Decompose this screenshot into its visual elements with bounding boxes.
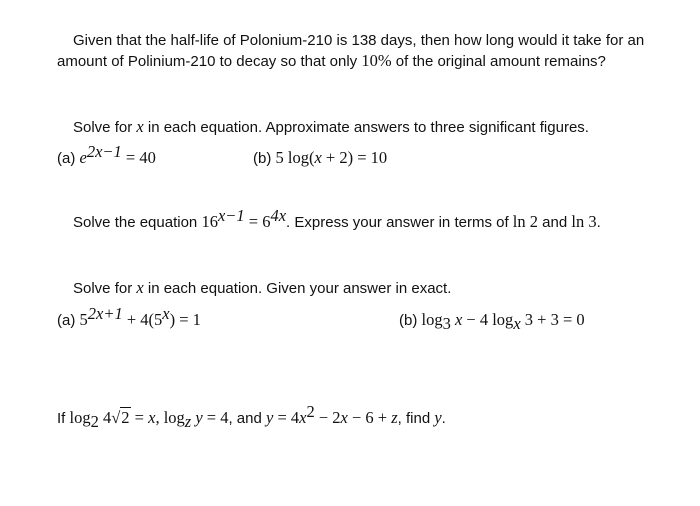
problem2-b-rhs: + 2) = 10 <box>321 148 388 167</box>
problem3-text-c: and <box>538 214 572 231</box>
problem5-rest: − 6 + <box>347 408 392 427</box>
problem4-b-log1: log <box>421 310 443 329</box>
problem4-b-base-3: 3 <box>442 314 451 333</box>
problem1-line1 <box>73 31 644 51</box>
problem5-var-y1: y <box>191 408 203 427</box>
problem2-intro-var-x: x <box>136 117 144 136</box>
problem3-base-16: 16 <box>201 212 218 231</box>
problem3-equals-6: = 6 <box>244 212 271 231</box>
problem2-b-label: (b) <box>253 150 276 167</box>
problem2-a-exponent: 2x−1 <box>86 142 122 161</box>
problem5-eq2: = 4 <box>202 408 229 427</box>
problem4-intro <box>73 278 451 299</box>
problem3-text-b: . Express your answer in terms of <box>286 214 513 231</box>
problem5-if: If <box>57 410 70 427</box>
problem2-part-b <box>253 148 387 169</box>
problem3-exponent-1: x−1 <box>217 206 245 225</box>
problem2-b-lhs: 5 log( <box>275 148 315 167</box>
problem5-eq1: = <box>130 408 149 427</box>
problem4-a-exponent-x: x <box>162 304 170 323</box>
problem5-var-x3: x <box>340 408 348 427</box>
problem5-radicand: 2 <box>121 408 130 427</box>
problem5-square: 2 <box>306 402 315 421</box>
problem5-find: , find <box>397 410 435 427</box>
problem5-line <box>57 402 446 431</box>
problem2-a-rhs: = 40 <box>121 148 156 167</box>
problem5-end: . <box>441 410 446 427</box>
problem4-intro-var-x: x <box>136 278 144 297</box>
problem5-coefficient: 4 <box>98 408 112 427</box>
problem5-var-x: x <box>148 408 156 427</box>
problem2-intro <box>73 117 589 138</box>
problem5-minus: − 2 <box>314 408 341 427</box>
problem5-var-z: z <box>391 408 398 427</box>
problem5-var-y2: y <box>266 408 274 427</box>
problem5-log2: , log <box>155 408 185 427</box>
problem2-intro-text-b: in each equation. Approximate answers to three significant figures. <box>143 119 589 136</box>
problem4-b-mid: − 4 log <box>462 310 514 329</box>
problem5-eq3: = 4 <box>273 408 300 427</box>
problem3-text-d: . <box>596 214 601 231</box>
problem2-a-label: (a) <box>57 150 80 167</box>
problem4-a-label: (a) <box>57 312 80 329</box>
problem5-log-base-z: z <box>184 412 192 431</box>
problem4-a-rhs: ) = 1 <box>169 310 201 329</box>
problem4-a-mid: + 4(5 <box>122 310 163 329</box>
problem4-a-base: 5 <box>79 310 88 329</box>
problem1-text-line2c: of the original amount remains? <box>391 53 606 70</box>
problem5-log1: log <box>69 408 91 427</box>
problem4-b-rhs: 3 + 3 = 0 <box>520 310 585 329</box>
problem4-intro-text-a: Solve for <box>73 280 137 297</box>
problem4-b-var-x: x <box>450 310 463 329</box>
sqrt-icon: √2 <box>111 408 130 427</box>
problem4-b-label: (b) <box>399 312 422 329</box>
problem3-ln2: ln 2 <box>512 212 539 231</box>
problem4-a-exponent: 2x+1 <box>87 304 123 323</box>
problem1-line2 <box>57 51 606 72</box>
problem5-var-x2: x <box>299 408 307 427</box>
problem1-text-line1: Given that the half-life of Polonium-210 is 138 days, then how long would it take for an <box>73 32 645 49</box>
problem3-text-a: Solve the equation <box>73 214 202 231</box>
problem2-intro-text-a: Solve for <box>73 119 137 136</box>
problem4-intro-text-b: in each equation. Given your answer in exact. <box>143 280 452 297</box>
problem4-part-b <box>399 310 585 331</box>
problem3-ln3: ln 3 <box>571 212 597 231</box>
problem5-var-y3: y <box>434 408 442 427</box>
problem3-line <box>73 206 601 233</box>
problem1-text-line2a: amount of Polinium-210 to decay so that only <box>57 53 362 70</box>
problem2-b-var-x: x <box>314 148 322 167</box>
problem5-and: , and <box>228 410 266 427</box>
problem2-part-a <box>57 142 156 169</box>
problem1-percent: 10% <box>361 51 392 70</box>
problem5-log-base-2: 2 <box>90 412 99 431</box>
problem4-part-a <box>57 304 201 331</box>
problem4-b-base-x: x <box>513 314 521 333</box>
problem2-a-e: e <box>79 148 87 167</box>
problem3-exponent-2: 4x <box>270 206 287 225</box>
